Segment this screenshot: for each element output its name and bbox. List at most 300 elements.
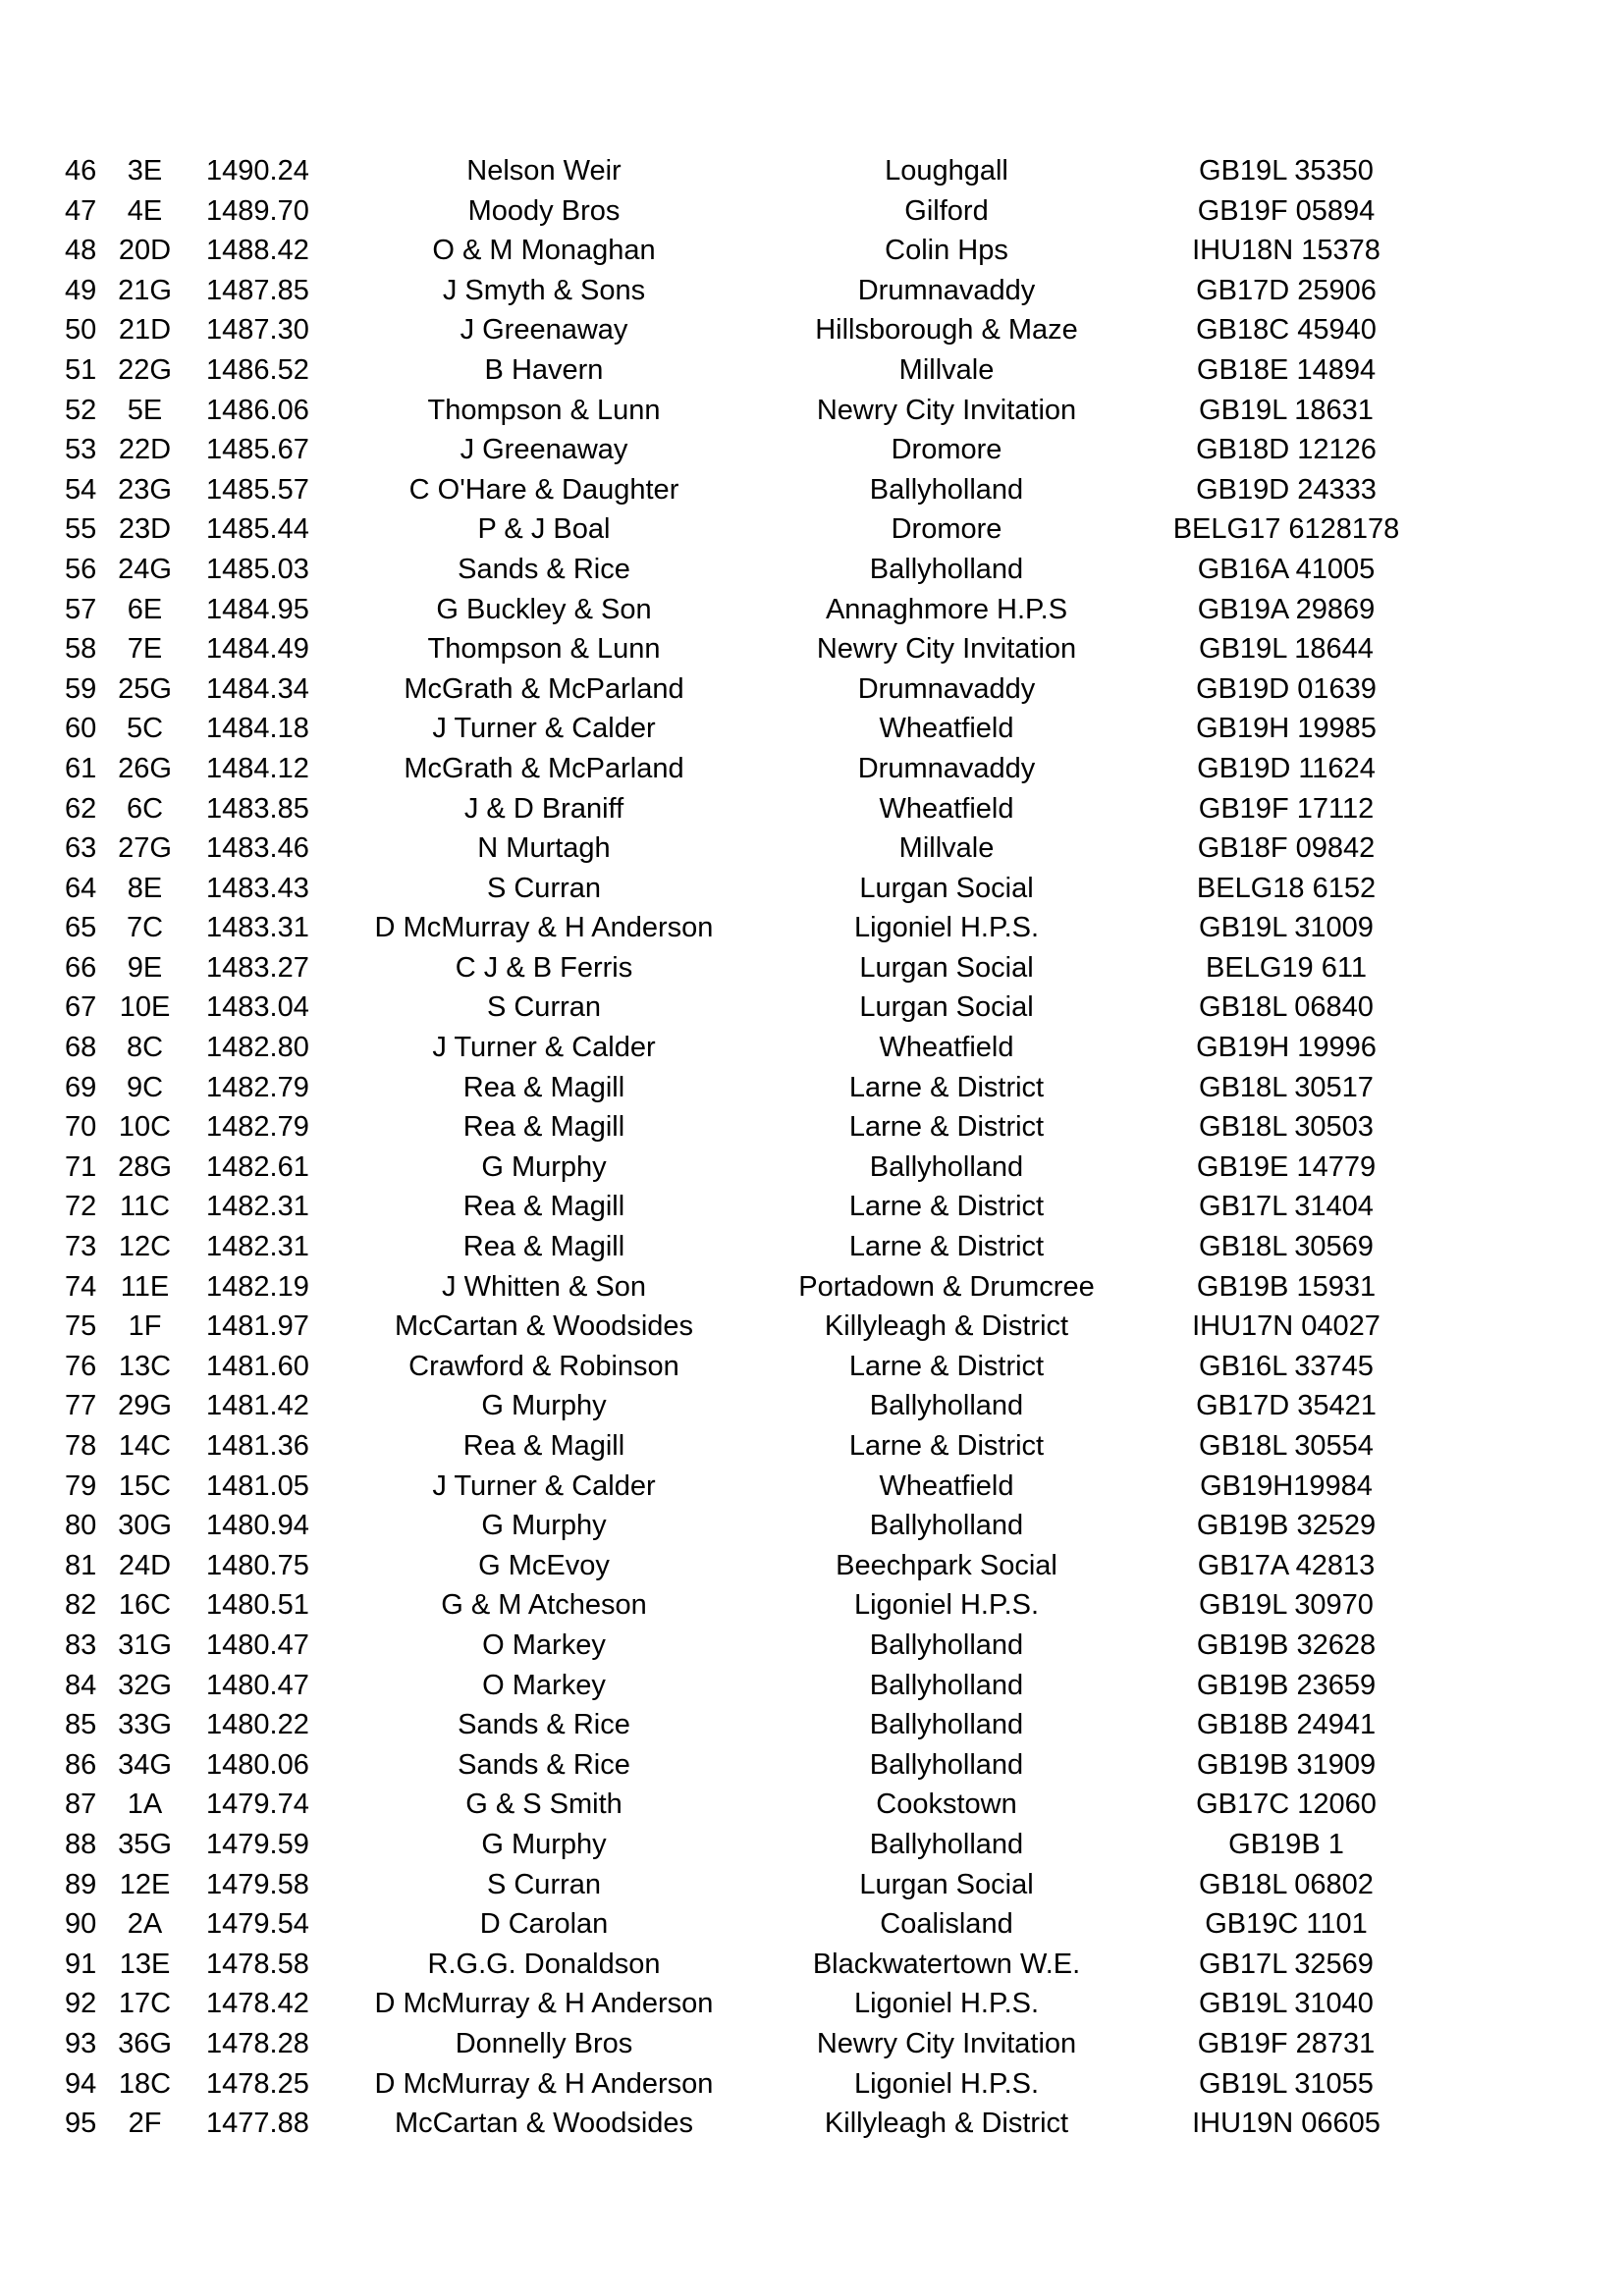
- club-cell: Millvale: [898, 353, 995, 386]
- club-cell: Ballyholland: [869, 1390, 1024, 1422]
- table-row: [0, 1546, 1624, 1586]
- velocity-cell: 1479.74: [206, 1789, 309, 1821]
- position-cell: 60: [65, 713, 97, 745]
- table-row: [0, 550, 1624, 590]
- section-mark-cell: 5E: [127, 394, 163, 426]
- fancier-name-cell: Thompson & Lunn: [427, 394, 661, 426]
- club-cell: Millvale: [898, 832, 995, 865]
- position-cell: 76: [65, 1350, 97, 1382]
- position-cell: 78: [65, 1430, 97, 1462]
- table-row: [0, 1825, 1624, 1865]
- velocity-cell: 1485.67: [206, 434, 309, 466]
- club-cell: Wheatfield: [879, 1469, 1014, 1502]
- ring-number-cell: GB19D 11624: [1197, 752, 1376, 784]
- table-row: [0, 1585, 1624, 1626]
- fancier-name-cell: G Buckley & Son: [436, 593, 652, 625]
- club-cell: Loughgall: [885, 155, 1008, 187]
- club-cell: Ballyholland: [869, 1150, 1024, 1183]
- fancier-name-cell: J Greenaway: [460, 314, 628, 347]
- section-mark-cell: 23D: [118, 513, 172, 546]
- velocity-cell: 1482.80: [206, 1032, 309, 1064]
- fancier-name-cell: Sands & Rice: [458, 1709, 630, 1741]
- ring-number-cell: GB19H 19996: [1196, 1032, 1377, 1064]
- velocity-cell: 1479.59: [206, 1828, 309, 1860]
- fancier-name-cell: McCartan & Woodsides: [394, 2108, 694, 2140]
- position-cell: 93: [65, 2027, 97, 2059]
- velocity-cell: 1480.22: [206, 1709, 309, 1741]
- velocity-cell: 1484.34: [206, 672, 309, 705]
- results-table: [0, 151, 1624, 2144]
- club-cell: Wheatfield: [879, 1032, 1014, 1064]
- club-cell: Ligoniel H.P.S.: [853, 2067, 1040, 2100]
- section-mark-cell: 31G: [118, 1629, 172, 1661]
- table-row: [0, 1227, 1624, 1267]
- section-mark-cell: 9E: [127, 951, 163, 984]
- section-mark-cell: 6E: [127, 593, 163, 625]
- position-cell: 80: [65, 1510, 97, 1542]
- position-cell: 90: [65, 1908, 97, 1941]
- velocity-cell: 1482.19: [206, 1270, 309, 1303]
- velocity-cell: 1482.79: [206, 1111, 309, 1144]
- section-mark-cell: 11C: [119, 1191, 171, 1223]
- position-cell: 49: [65, 274, 97, 306]
- velocity-cell: 1482.79: [206, 1071, 309, 1103]
- fancier-name-cell: G Murphy: [481, 1390, 607, 1422]
- velocity-cell: 1480.06: [206, 1748, 309, 1781]
- ring-number-cell: GB19L 31009: [1199, 912, 1374, 944]
- club-cell: Ligoniel H.P.S.: [853, 912, 1040, 944]
- ring-number-cell: GB19F 17112: [1198, 792, 1375, 825]
- section-mark-cell: 2A: [127, 1908, 163, 1941]
- table-row: [0, 1865, 1624, 1905]
- club-cell: Ballyholland: [869, 1748, 1024, 1781]
- velocity-cell: 1480.47: [206, 1629, 309, 1661]
- fancier-name-cell: Rea & Magill: [462, 1111, 625, 1144]
- club-cell: Newry City Invitation: [816, 394, 1077, 426]
- fancier-name-cell: R.G.G. Donaldson: [427, 1948, 661, 1980]
- ring-number-cell: GB19B 31909: [1196, 1748, 1377, 1781]
- club-cell: Larne & District: [848, 1111, 1045, 1144]
- position-cell: 74: [65, 1270, 97, 1303]
- section-mark-cell: 15C: [118, 1469, 172, 1502]
- fancier-name-cell: S Curran: [486, 991, 602, 1024]
- club-cell: Ballyholland: [869, 1669, 1024, 1701]
- velocity-cell: 1487.30: [206, 314, 309, 347]
- ring-number-cell: GB19B 15931: [1196, 1270, 1377, 1303]
- section-mark-cell: 2F: [128, 2108, 162, 2140]
- club-cell: Ballyholland: [869, 1510, 1024, 1542]
- velocity-cell: 1480.51: [206, 1589, 309, 1622]
- table-row: [0, 1426, 1624, 1467]
- position-cell: 61: [65, 752, 97, 784]
- position-cell: 52: [65, 394, 97, 426]
- ring-number-cell: GB19L 35350: [1199, 155, 1374, 187]
- club-cell: Hillsborough & Maze: [815, 314, 1078, 347]
- velocity-cell: 1487.85: [206, 274, 309, 306]
- ring-number-cell: GB19F 05894: [1197, 194, 1376, 227]
- position-cell: 63: [65, 832, 97, 865]
- ring-number-cell: GB17D 25906: [1196, 274, 1377, 306]
- fancier-name-cell: G & S Smith: [465, 1789, 623, 1821]
- fancier-name-cell: McGrath & McParland: [404, 752, 684, 784]
- table-row: [0, 231, 1624, 271]
- fancier-name-cell: J & D Braniff: [463, 792, 624, 825]
- ring-number-cell: GB16A 41005: [1197, 553, 1376, 585]
- section-mark-cell: 8C: [126, 1032, 164, 1064]
- fancier-name-cell: Sands & Rice: [458, 1748, 630, 1781]
- section-mark-cell: 8E: [127, 872, 163, 904]
- velocity-cell: 1478.28: [206, 2027, 309, 2059]
- fancier-name-cell: Thompson & Lunn: [427, 633, 661, 666]
- velocity-cell: 1478.58: [206, 1948, 309, 1980]
- club-cell: Ballyholland: [869, 1629, 1024, 1661]
- position-cell: 68: [65, 1032, 97, 1064]
- velocity-cell: 1483.31: [206, 912, 309, 944]
- table-row: [0, 1187, 1624, 1227]
- velocity-cell: 1488.42: [206, 235, 309, 267]
- velocity-cell: 1477.88: [206, 2108, 309, 2140]
- table-row: [0, 1785, 1624, 1825]
- section-mark-cell: 27G: [118, 832, 172, 865]
- section-mark-cell: 35G: [118, 1828, 172, 1860]
- position-cell: 53: [65, 434, 97, 466]
- section-mark-cell: 30G: [118, 1510, 172, 1542]
- club-cell: Beechpark Social: [836, 1549, 1057, 1581]
- table-row: [0, 869, 1624, 909]
- section-mark-cell: 6C: [126, 792, 164, 825]
- velocity-cell: 1481.42: [206, 1390, 309, 1422]
- ring-number-cell: BELG17 6128178: [1172, 513, 1400, 546]
- velocity-cell: 1480.94: [206, 1510, 309, 1542]
- ring-number-cell: BELG19 611: [1206, 951, 1367, 984]
- position-cell: 57: [65, 593, 97, 625]
- table-row: [0, 1467, 1624, 1507]
- velocity-cell: 1482.61: [206, 1150, 309, 1183]
- fancier-name-cell: D McMurray & H Anderson: [374, 2067, 714, 2100]
- position-cell: 69: [65, 1071, 97, 1103]
- table-row: [0, 1028, 1624, 1068]
- section-mark-cell: 5C: [126, 713, 164, 745]
- position-cell: 58: [65, 633, 97, 666]
- table-row: [0, 310, 1624, 350]
- ring-number-cell: GB17L 32569: [1199, 1948, 1374, 1980]
- fancier-name-cell: McCartan & Woodsides: [394, 1310, 694, 1343]
- section-mark-cell: 13C: [118, 1350, 172, 1382]
- fancier-name-cell: D McMurray & H Anderson: [374, 912, 714, 944]
- table-row: [0, 1107, 1624, 1148]
- ring-number-cell: GB18F 09842: [1197, 832, 1376, 865]
- table-row: [0, 1945, 1624, 1985]
- club-cell: Newry City Invitation: [816, 2027, 1077, 2059]
- section-mark-cell: 21D: [118, 314, 172, 347]
- club-cell: Ligoniel H.P.S.: [853, 1988, 1040, 2020]
- section-mark-cell: 9C: [126, 1071, 164, 1103]
- position-cell: 81: [65, 1549, 97, 1581]
- position-cell: 82: [65, 1589, 97, 1622]
- club-cell: Larne & District: [848, 1071, 1045, 1103]
- table-row: [0, 1347, 1624, 1387]
- fancier-name-cell: G Murphy: [481, 1510, 607, 1542]
- section-mark-cell: 10E: [119, 991, 171, 1024]
- section-mark-cell: 36G: [118, 2027, 172, 2059]
- fancier-name-cell: S Curran: [486, 872, 602, 904]
- ring-number-cell: BELG18 6152: [1196, 872, 1377, 904]
- velocity-cell: 1485.44: [206, 513, 309, 546]
- velocity-cell: 1483.43: [206, 872, 309, 904]
- table-row: [0, 828, 1624, 869]
- club-cell: Larne & District: [848, 1350, 1045, 1382]
- position-cell: 85: [65, 1709, 97, 1741]
- position-cell: 47: [65, 194, 97, 227]
- velocity-cell: 1482.31: [206, 1231, 309, 1263]
- club-cell: Newry City Invitation: [816, 633, 1077, 666]
- fancier-name-cell: N Murtagh: [477, 832, 611, 865]
- ring-number-cell: GB17A 42813: [1197, 1549, 1376, 1581]
- section-mark-cell: 34G: [118, 1748, 172, 1781]
- club-cell: Ligoniel H.P.S.: [853, 1589, 1040, 1622]
- section-mark-cell: 16C: [118, 1589, 172, 1622]
- table-row: [0, 2024, 1624, 2064]
- table-row: [0, 1626, 1624, 1666]
- table-row: [0, 709, 1624, 749]
- ring-number-cell: GB19D 01639: [1196, 672, 1377, 705]
- ring-number-cell: GB19H 19985: [1196, 713, 1377, 745]
- fancier-name-cell: J Smyth & Sons: [442, 274, 646, 306]
- club-cell: Larne & District: [848, 1231, 1045, 1263]
- position-cell: 56: [65, 553, 97, 585]
- fancier-name-cell: O Markey: [482, 1669, 606, 1701]
- ring-number-cell: GB18L 30517: [1199, 1071, 1374, 1103]
- velocity-cell: 1479.54: [206, 1908, 309, 1941]
- table-row: [0, 1267, 1624, 1308]
- section-mark-cell: 11E: [120, 1270, 170, 1303]
- ring-number-cell: GB18C 45940: [1196, 314, 1377, 347]
- table-row: [0, 1386, 1624, 1426]
- ring-number-cell: GB18B 24941: [1196, 1709, 1377, 1741]
- velocity-cell: 1481.36: [206, 1430, 309, 1462]
- club-cell: Ballyholland: [869, 553, 1024, 585]
- table-row: [0, 2064, 1624, 2105]
- table-row: [0, 191, 1624, 232]
- fancier-name-cell: McGrath & McParland: [404, 672, 684, 705]
- table-row: [0, 391, 1624, 431]
- section-mark-cell: 13E: [119, 1948, 171, 1980]
- ring-number-cell: GB18L 06840: [1199, 991, 1374, 1024]
- position-cell: 83: [65, 1629, 97, 1661]
- club-cell: Gilford: [904, 194, 989, 227]
- club-cell: Lurgan Social: [859, 991, 1034, 1024]
- table-row: [0, 789, 1624, 829]
- velocity-cell: 1485.03: [206, 553, 309, 585]
- ring-number-cell: GB19L 18644: [1199, 633, 1374, 666]
- position-cell: 87: [65, 1789, 97, 1821]
- velocity-cell: 1483.46: [206, 832, 309, 865]
- fancier-name-cell: Sands & Rice: [458, 553, 630, 585]
- ring-number-cell: GB19L 30970: [1199, 1589, 1374, 1622]
- position-cell: 48: [65, 235, 97, 267]
- table-row: [0, 1666, 1624, 1706]
- section-mark-cell: 24D: [118, 1549, 172, 1581]
- velocity-cell: 1483.85: [206, 792, 309, 825]
- section-mark-cell: 21G: [118, 274, 172, 306]
- ring-number-cell: GB17L 31404: [1199, 1191, 1374, 1223]
- ring-number-cell: GB19B 32529: [1196, 1510, 1377, 1542]
- table-row: [0, 1148, 1624, 1188]
- velocity-cell: 1486.06: [206, 394, 309, 426]
- position-cell: 55: [65, 513, 97, 546]
- fancier-name-cell: G McEvoy: [478, 1549, 610, 1581]
- velocity-cell: 1478.25: [206, 2067, 309, 2100]
- velocity-cell: 1483.27: [206, 951, 309, 984]
- velocity-cell: 1478.42: [206, 1988, 309, 2020]
- fancier-name-cell: O & M Monaghan: [432, 235, 656, 267]
- club-cell: Ballyholland: [869, 473, 1024, 506]
- table-row: [0, 2104, 1624, 2144]
- club-cell: Lurgan Social: [859, 1868, 1034, 1900]
- club-cell: Dromore: [891, 513, 1002, 546]
- section-mark-cell: 10C: [118, 1111, 172, 1144]
- club-cell: Coalisland: [880, 1908, 1013, 1941]
- table-row: [0, 350, 1624, 391]
- table-row: [0, 470, 1624, 510]
- section-mark-cell: 4E: [127, 194, 163, 227]
- fancier-name-cell: Rea & Magill: [462, 1430, 625, 1462]
- fancier-name-cell: O Markey: [482, 1629, 606, 1661]
- section-mark-cell: 12C: [118, 1231, 172, 1263]
- section-mark-cell: 28G: [118, 1150, 172, 1183]
- ring-number-cell: IHU17N 04027: [1192, 1310, 1380, 1343]
- club-cell: Annaghmore H.P.S: [825, 593, 1068, 625]
- section-mark-cell: 26G: [118, 752, 172, 784]
- section-mark-cell: 22G: [118, 353, 172, 386]
- table-row: [0, 948, 1624, 988]
- club-cell: Killyleagh & District: [824, 1310, 1069, 1343]
- ring-number-cell: GB19B 23659: [1196, 1669, 1377, 1701]
- fancier-name-cell: J Turner & Calder: [432, 1469, 656, 1502]
- fancier-name-cell: Rea & Magill: [462, 1071, 625, 1103]
- table-row: [0, 749, 1624, 789]
- fancier-name-cell: Rea & Magill: [462, 1191, 625, 1223]
- position-cell: 79: [65, 1469, 97, 1502]
- fancier-name-cell: P & J Boal: [477, 513, 611, 546]
- section-mark-cell: 24G: [118, 553, 172, 585]
- position-cell: 92: [65, 1988, 97, 2020]
- ring-number-cell: GB16L 33745: [1199, 1350, 1374, 1382]
- table-row: [0, 1904, 1624, 1945]
- position-cell: 54: [65, 473, 97, 506]
- fancier-name-cell: C O'Hare & Daughter: [408, 473, 679, 506]
- fancier-name-cell: G & M Atcheson: [441, 1589, 647, 1622]
- section-mark-cell: 22D: [118, 434, 172, 466]
- ring-number-cell: GB18L 30569: [1199, 1231, 1374, 1263]
- velocity-cell: 1483.04: [206, 991, 309, 1024]
- club-cell: Killyleagh & District: [824, 2108, 1069, 2140]
- fancier-name-cell: J Turner & Calder: [432, 713, 656, 745]
- club-cell: Drumnavaddy: [857, 672, 1036, 705]
- section-mark-cell: 20D: [118, 235, 172, 267]
- position-cell: 73: [65, 1231, 97, 1263]
- table-row: [0, 509, 1624, 550]
- section-mark-cell: 32G: [118, 1669, 172, 1701]
- section-mark-cell: 23G: [118, 473, 172, 506]
- section-mark-cell: 1A: [127, 1789, 163, 1821]
- velocity-cell: 1481.60: [206, 1350, 309, 1382]
- velocity-cell: 1480.75: [206, 1549, 309, 1581]
- ring-number-cell: GB18L 30554: [1199, 1430, 1374, 1462]
- ring-number-cell: GB19L 31040: [1199, 1988, 1374, 2020]
- position-cell: 50: [65, 314, 97, 347]
- table-row: [0, 1506, 1624, 1546]
- velocity-cell: 1481.05: [206, 1469, 309, 1502]
- fancier-name-cell: G Murphy: [481, 1150, 607, 1183]
- club-cell: Ballyholland: [869, 1828, 1024, 1860]
- table-row: [0, 908, 1624, 948]
- position-cell: 89: [65, 1868, 97, 1900]
- club-cell: Blackwatertown W.E.: [812, 1948, 1081, 1980]
- table-row: [0, 629, 1624, 669]
- position-cell: 64: [65, 872, 97, 904]
- position-cell: 75: [65, 1310, 97, 1343]
- ring-number-cell: GB18D 12126: [1196, 434, 1377, 466]
- velocity-cell: 1482.31: [206, 1191, 309, 1223]
- ring-number-cell: GB19D 24333: [1196, 473, 1377, 506]
- velocity-cell: 1479.58: [206, 1868, 309, 1900]
- ring-number-cell: GB19A 29869: [1197, 593, 1376, 625]
- position-cell: 77: [65, 1390, 97, 1422]
- club-cell: Cookstown: [876, 1789, 1017, 1821]
- ring-number-cell: GB19E 14779: [1196, 1150, 1377, 1183]
- fancier-name-cell: Donnelly Bros: [455, 2027, 633, 2059]
- table-row: [0, 669, 1624, 710]
- section-mark-cell: 14C: [118, 1430, 172, 1462]
- section-mark-cell: 12E: [119, 1868, 171, 1900]
- table-row: [0, 1068, 1624, 1108]
- fancier-name-cell: J Turner & Calder: [432, 1032, 656, 1064]
- ring-number-cell: IHU19N 06605: [1192, 2108, 1380, 2140]
- fancier-name-cell: D Carolan: [479, 1908, 609, 1941]
- section-mark-cell: 18C: [118, 2067, 172, 2100]
- club-cell: Colin Hps: [885, 235, 1008, 267]
- club-cell: Lurgan Social: [859, 951, 1034, 984]
- velocity-cell: 1484.49: [206, 633, 309, 666]
- position-cell: 86: [65, 1748, 97, 1781]
- fancier-name-cell: G Murphy: [481, 1828, 607, 1860]
- section-mark-cell: 1F: [128, 1310, 162, 1343]
- position-cell: 84: [65, 1669, 97, 1701]
- velocity-cell: 1489.70: [206, 194, 309, 227]
- table-row: [0, 430, 1624, 470]
- position-cell: 71: [65, 1150, 97, 1183]
- club-cell: Larne & District: [848, 1430, 1045, 1462]
- fancier-name-cell: J Whitten & Son: [442, 1270, 646, 1303]
- velocity-cell: 1486.52: [206, 353, 309, 386]
- velocity-cell: 1490.24: [206, 155, 309, 187]
- position-cell: 88: [65, 1828, 97, 1860]
- ring-number-cell: GB19L 31055: [1199, 2067, 1374, 2100]
- position-cell: 46: [65, 155, 97, 187]
- position-cell: 94: [65, 2067, 97, 2100]
- table-row: [0, 1984, 1624, 2024]
- velocity-cell: 1481.97: [206, 1310, 309, 1343]
- position-cell: 67: [65, 991, 97, 1024]
- ring-number-cell: GB19F 28731: [1197, 2027, 1376, 2059]
- velocity-cell: 1485.57: [206, 473, 309, 506]
- club-cell: Larne & District: [848, 1191, 1045, 1223]
- section-mark-cell: 17C: [118, 1988, 172, 2020]
- fancier-name-cell: C J & B Ferris: [455, 951, 633, 984]
- fancier-name-cell: D McMurray & H Anderson: [374, 1988, 714, 2020]
- section-mark-cell: 3E: [127, 155, 163, 187]
